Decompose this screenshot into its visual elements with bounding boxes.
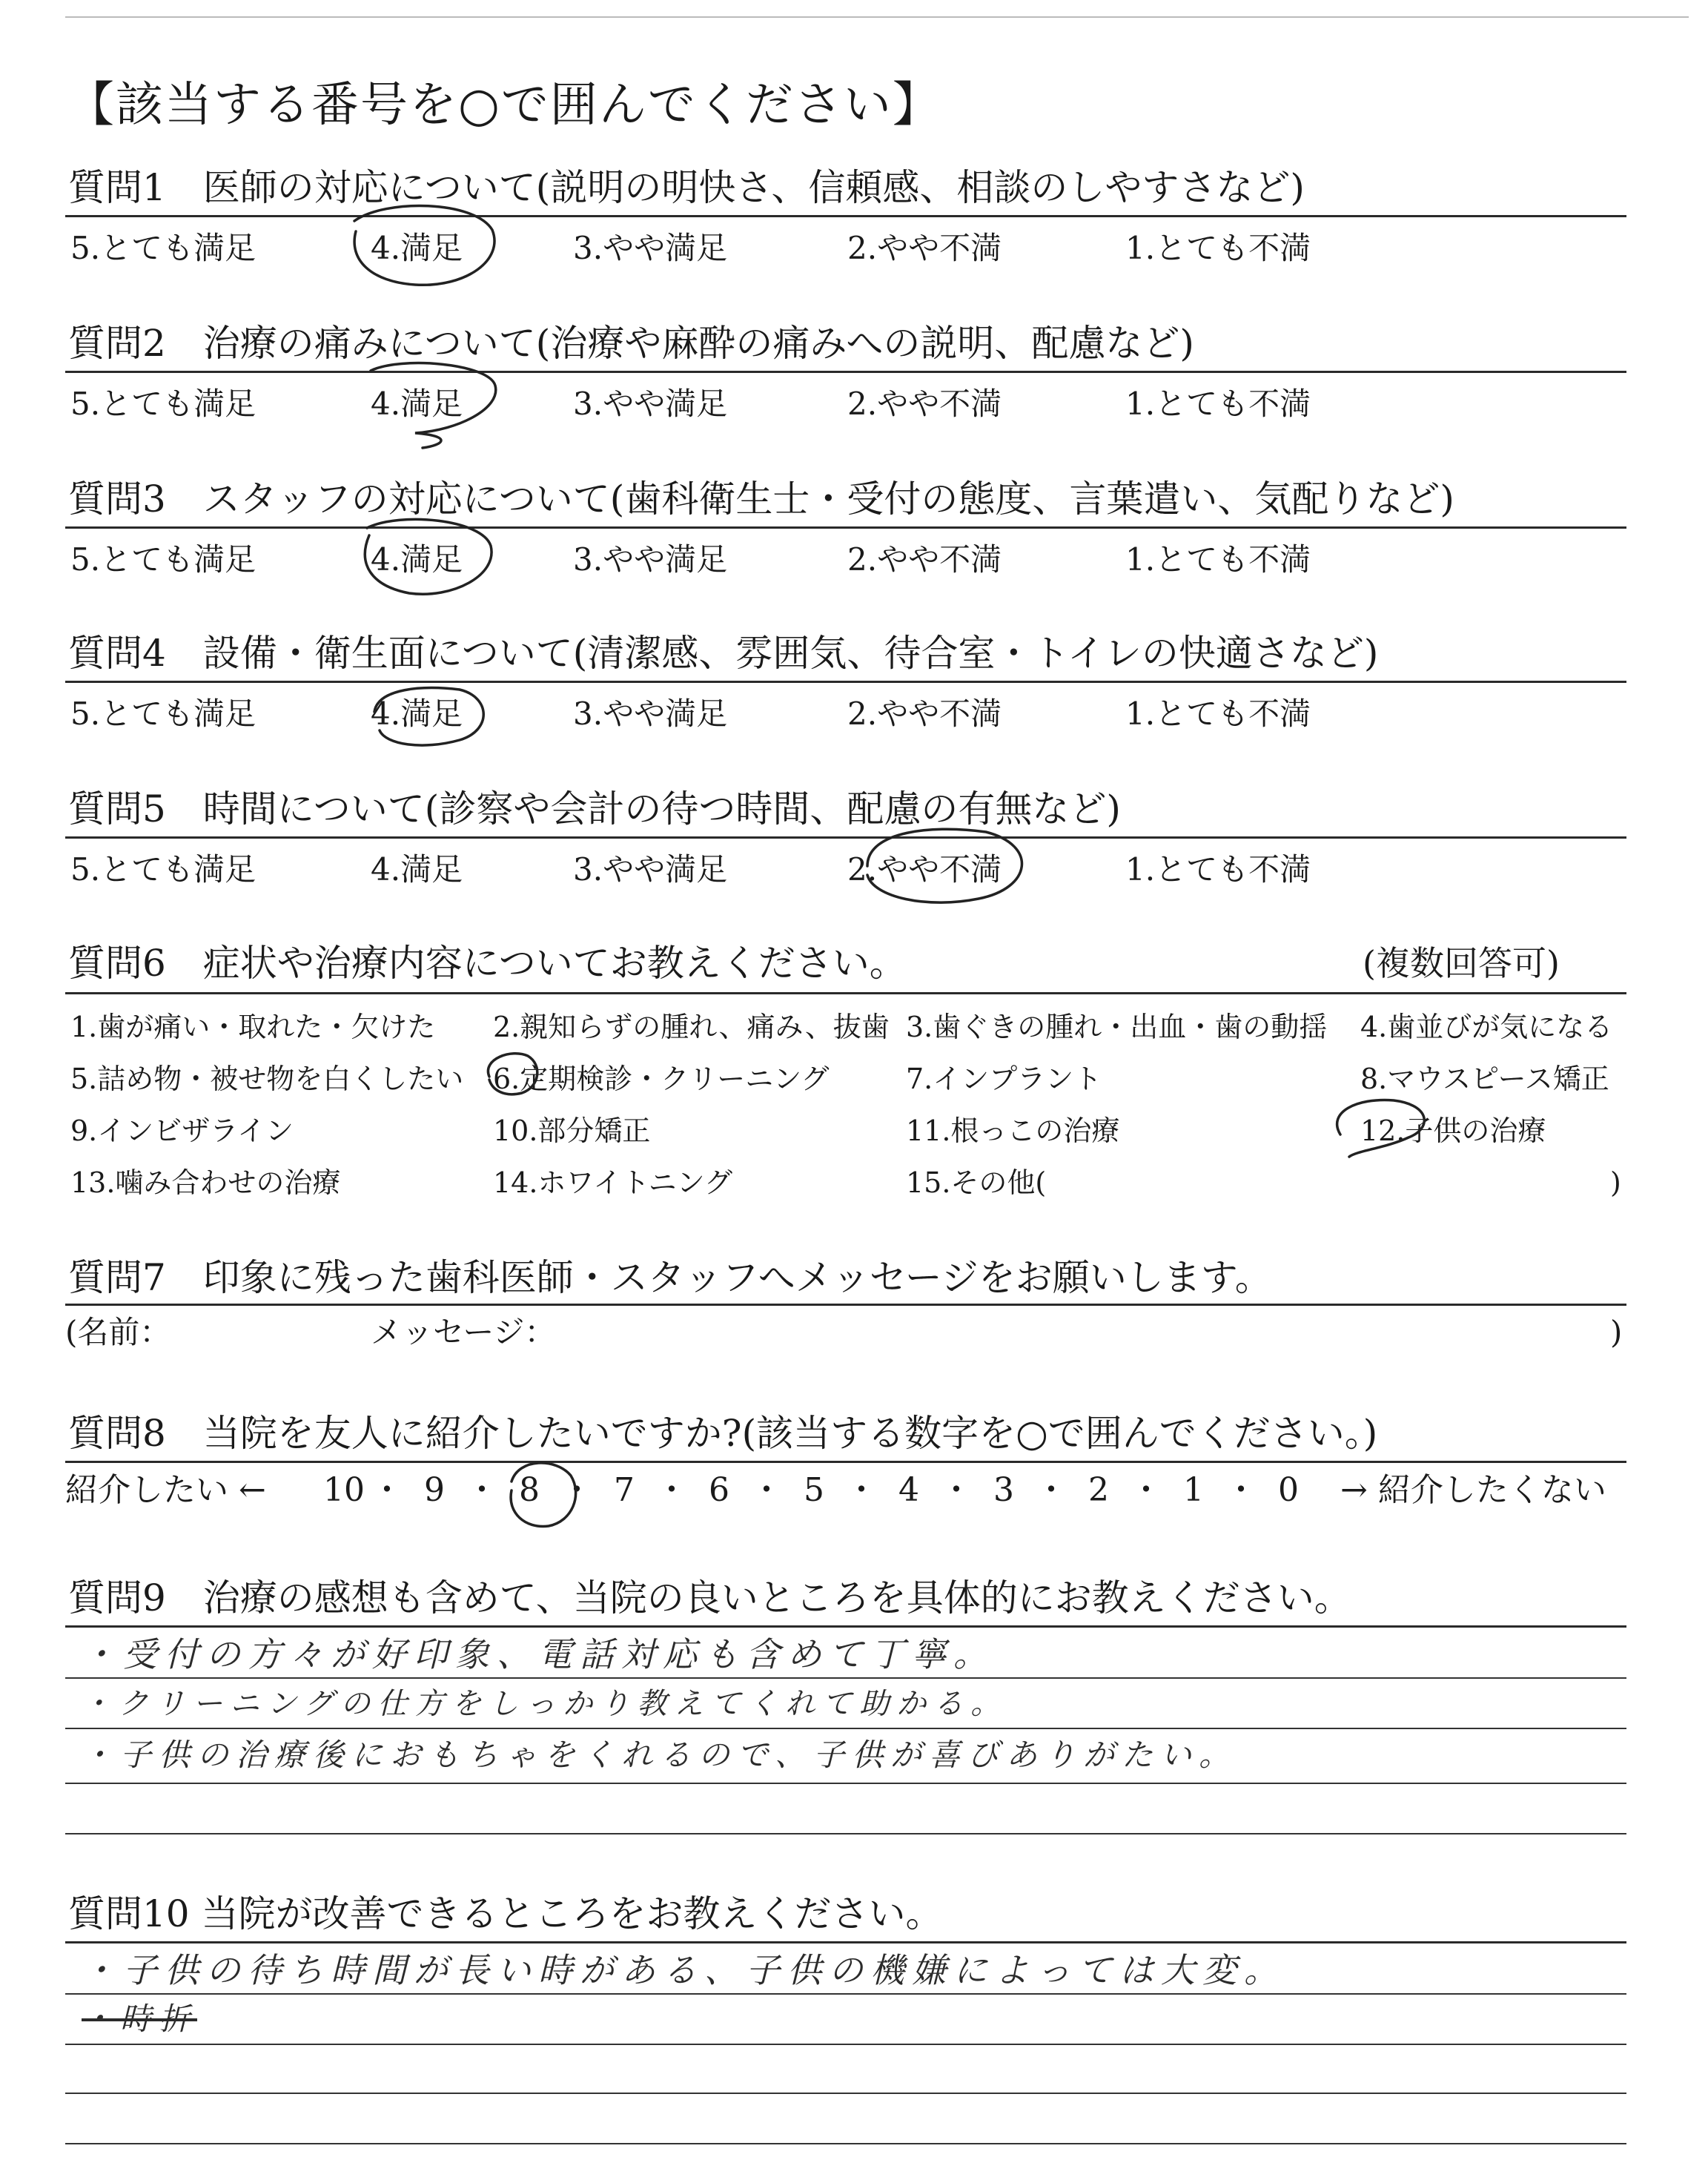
q9-answer-2: ・クリーニングの仕方をしっかり教えてくれて助かる。 (82, 1687, 1008, 1721)
q3-title: 質問3 スタッフの対応について(歯科衛生士・受付の態度、言葉遣い、気配りなど) (68, 478, 1454, 521)
q7-message-label: メッセージ： (371, 1314, 556, 1350)
q9-title: 質問9 治療の感想も含めて、当院の良いところを具体的にお教えください。 (68, 1576, 1351, 1619)
q6-option-10[interactable]: 10.部分矯正 (493, 1114, 651, 1147)
q1-rule (65, 215, 1626, 217)
q5-rule (65, 836, 1626, 839)
q4-rule (65, 681, 1626, 683)
q3-option-1[interactable]: 1.とても不満 (1125, 541, 1311, 578)
q6-option-12[interactable]: 12.子供の治療 (1360, 1114, 1546, 1147)
q9-line-2 (65, 1728, 1626, 1729)
q8-scale-separator: ・ (655, 1471, 688, 1509)
q7-rule (65, 1304, 1626, 1306)
q3-option-5[interactable]: 5.とても満足 (70, 541, 256, 578)
q8-right-label: → 紹介したくない (1340, 1471, 1606, 1509)
q10-struck-text: ・時折 (82, 2001, 198, 2037)
q10-line-4 (65, 2143, 1626, 2144)
q1-option-4[interactable]: 4.満足 (371, 230, 463, 266)
q4-option-5[interactable]: 5.とても満足 (70, 696, 256, 732)
q8-title: 質問8 当院を友人に紹介したいですか?(該当する数字を○で囲んでください。) (68, 1412, 1378, 1455)
q7-name-label: (名前： (65, 1314, 171, 1350)
q9-answer-1: ・受付の方々が好印象、電話対応も含めて丁寧。 (82, 1634, 995, 1674)
q6-option-4[interactable]: 4.歯並びが気になる (1360, 1011, 1613, 1043)
q9-line-4 (65, 1833, 1626, 1834)
q4-option-3[interactable]: 3.やや満足 (573, 696, 728, 732)
q5-option-3[interactable]: 3.やや満足 (573, 851, 728, 888)
q6-option-14[interactable]: 14.ホワイトニング (493, 1166, 733, 1199)
q8-scale-separator: ・ (845, 1471, 878, 1509)
q9-line-3 (65, 1783, 1626, 1784)
q9-rule (65, 1625, 1626, 1628)
q6-option-3[interactable]: 3.歯ぐきの腫れ・出血・歯の動揺 (906, 1011, 1328, 1043)
q8-scale-6[interactable]: 6 (709, 1471, 729, 1509)
q4-title: 質問4 設備・衛生面について(清潔感、雰囲気、待合室・トイレの快適さなど) (68, 632, 1379, 675)
q5-option-4[interactable]: 4.満足 (371, 851, 463, 888)
q3-option-4[interactable]: 4.満足 (371, 541, 463, 578)
q8-rule (65, 1461, 1626, 1463)
q8-scale-3[interactable]: 3 (993, 1471, 1014, 1509)
q9-answer-3: ・子供の治療後におもちゃをくれるので、子供が喜びありがたい。 (82, 1737, 1238, 1773)
q8-scale-7[interactable]: 7 (614, 1471, 635, 1509)
q6-option-15[interactable]: 15.その他( (906, 1166, 1047, 1199)
q8-scale-separator: ・ (940, 1471, 973, 1509)
q1-option-5[interactable]: 5.とても満足 (70, 230, 256, 266)
q8-scale-1[interactable]: 1 (1183, 1471, 1204, 1509)
q3-option-3[interactable]: 3.やや満足 (573, 541, 728, 578)
q2-option-3[interactable]: 3.やや満足 (573, 386, 728, 422)
q1-option-2[interactable]: 2.やや不満 (847, 230, 1002, 266)
q6-option-8[interactable]: 8.マウスピース矯正 (1360, 1063, 1609, 1095)
q8-scale-5[interactable]: 5 (804, 1471, 824, 1509)
q6-option-5[interactable]: 5.詰め物・被せ物を白くしたい (70, 1063, 464, 1095)
q8-left-label: 紹介したい ← (65, 1471, 266, 1509)
q8-scale-separator: ・ (1035, 1471, 1068, 1509)
q6-multiple-note: (複数回答可) (1363, 943, 1560, 983)
q9-line-1 (65, 1677, 1626, 1679)
q1-option-1[interactable]: 1.とても不満 (1125, 230, 1311, 266)
q4-option-1[interactable]: 1.とても不満 (1125, 696, 1311, 732)
q8-scale-0[interactable]: 0 (1278, 1471, 1299, 1509)
survey-heading: 【該当する番号を○で囲んでください】 (67, 78, 941, 133)
q8-scale-separator: ・ (1130, 1471, 1162, 1509)
q6-option-11[interactable]: 11.根っこの治療 (906, 1114, 1120, 1147)
q5-option-1[interactable]: 1.とても不満 (1125, 851, 1311, 888)
q8-scale-10[interactable]: 10 (323, 1471, 365, 1509)
q4-option-4[interactable]: 4.満足 (371, 696, 463, 732)
q2-option-2[interactable]: 2.やや不満 (847, 386, 1002, 422)
q6-rule (65, 992, 1626, 994)
q10-line-3 (65, 2093, 1626, 2094)
q8-scale-4[interactable]: 4 (898, 1471, 919, 1509)
q6-option-1[interactable]: 1.歯が痛い・取れた・欠けた (70, 1011, 436, 1043)
q8-scale-8[interactable]: 8 (519, 1471, 540, 1509)
q10-rule (65, 1941, 1626, 1943)
q2-option-1[interactable]: 1.とても不満 (1125, 386, 1311, 422)
q5-option-5[interactable]: 5.とても満足 (70, 851, 256, 888)
q6-option-9[interactable]: 9.インビザライン (70, 1114, 294, 1147)
q8-scale-separator: ・ (560, 1471, 593, 1509)
q2-title: 質問2 治療の痛みについて(治療や麻酔の痛みへの説明、配慮など) (68, 322, 1194, 365)
q8-scale-2[interactable]: 2 (1088, 1471, 1109, 1509)
q10-line-1 (65, 1993, 1626, 1995)
q8-scale-9[interactable]: 9 (424, 1471, 445, 1509)
q4-option-2[interactable]: 2.やや不満 (847, 696, 1002, 732)
q7-close: ) (1610, 1314, 1623, 1350)
q10-answer-1: ・子供の待ち時間が長い時がある、子供の機嫌によっては大変。 (82, 1950, 1285, 1990)
q8-scale-separator: ・ (466, 1471, 498, 1509)
q3-rule (65, 526, 1626, 529)
q8-scale-separator: ・ (371, 1471, 403, 1509)
q2-option-4[interactable]: 4.満足 (371, 386, 463, 422)
q10-line-2 (65, 2044, 1626, 2045)
q2-option-5[interactable]: 5.とても満足 (70, 386, 256, 422)
q5-title: 質問5 時間について(診察や会計の待つ時間、配慮の有無など) (68, 787, 1121, 830)
q3-option-2[interactable]: 2.やや不満 (847, 541, 1002, 578)
q6-other-close: ) (1610, 1166, 1621, 1199)
q6-option-2[interactable]: 2.親知らずの腫れ、痛み、抜歯 (493, 1011, 890, 1043)
q2-rule (65, 371, 1626, 373)
q6-option-7[interactable]: 7.インプラント (906, 1063, 1102, 1095)
q1-option-3[interactable]: 3.やや満足 (573, 230, 728, 266)
q1-title: 質問1 医師の対応について(説明の明快さ、信頼感、相談のしやすさなど) (68, 166, 1305, 209)
q6-option-13[interactable]: 13.噛み合わせの治療 (70, 1166, 341, 1199)
q5-option-2[interactable]: 2.やや不満 (847, 851, 1002, 888)
q10-title: 質問10 当院が改善できるところをお教えください。 (68, 1892, 943, 1935)
q8-scale-separator: ・ (750, 1471, 783, 1509)
q6-title: 質問6 症状や治療内容についてお教えください。 (68, 942, 907, 985)
q8-scale-separator: ・ (1225, 1471, 1257, 1509)
q6-option-6[interactable]: 6.定期検診・クリーニング (493, 1063, 830, 1095)
q7-title: 質問7 印象に残った歯科医師・スタッフへメッセージをお願いします。 (68, 1256, 1272, 1299)
top-border (65, 16, 1689, 18)
